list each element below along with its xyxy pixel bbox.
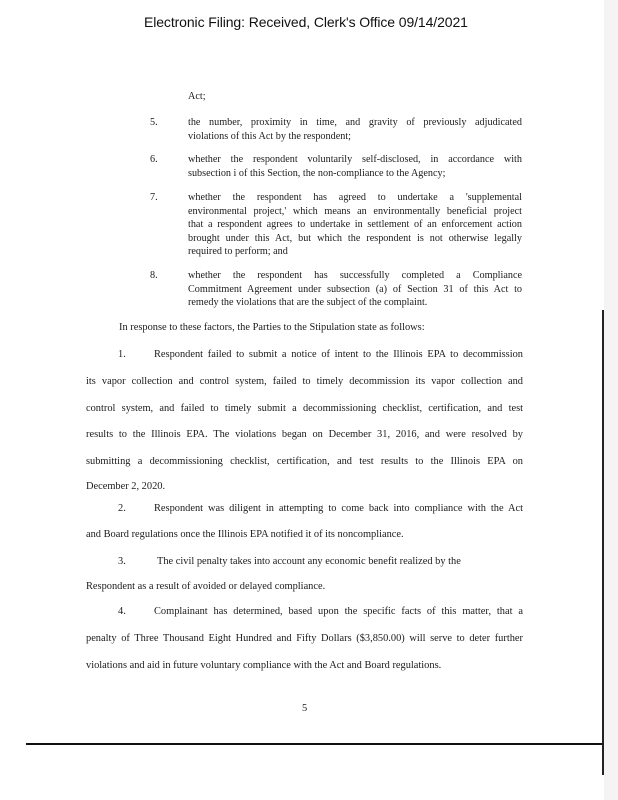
- intro-sentence: In response to these factors, the Parties to the Stipulation state as follows:: [119, 322, 425, 333]
- list-item-line: that a respondent agrees to undertake in settlement of an enforcement action: [188, 219, 522, 231]
- list-item-line: whether the respondent has agreed to undertake a 'supplemental: [188, 192, 522, 203]
- list-item-number: 8.: [150, 270, 158, 281]
- page-number: 5: [302, 703, 308, 714]
- list-item-line: Commitment Agreement under subsection (a) of Section 31 of this Act to: [188, 283, 522, 295]
- paragraph-line: The civil penalty takes into account any economic benefit realized by the: [157, 556, 461, 567]
- paragraph-line: results to the Illinois EPA. The violations began on December 31, 2016, and were resolved by: [86, 429, 523, 440]
- list-item-number: 5.: [150, 117, 158, 128]
- paragraph-number: 4.: [118, 606, 126, 617]
- paragraph-line: submitting a decommissioning checklist, certification, and test results to the Illinois EPA on: [86, 456, 523, 467]
- filing-stamp: Electronic Filing: Received, Clerk's Office 09/14/2021: [144, 14, 468, 30]
- list-item-text: [188, 116, 522, 143]
- scan-edge-shading: [604, 0, 618, 800]
- list-item-text: [188, 269, 522, 310]
- paragraph-line: Complainant has determined, based upon the specific facts of this matter, that a: [154, 606, 523, 617]
- list-item-number: 7.: [150, 192, 158, 203]
- list-item-line: whether the respondent has successfully completed a Compliance: [188, 270, 522, 281]
- list-item-line: required to perform; and: [188, 246, 288, 258]
- list-item-line: whether the respondent voluntarily self-disclosed, in accordance with: [188, 154, 522, 165]
- paragraph-line: and Board regulations once the Illinois EPA notified it of its noncompliance.: [86, 529, 404, 540]
- bottom-rule: [26, 743, 604, 745]
- paragraph-number: 3.: [118, 556, 126, 567]
- list-item-text: [188, 191, 522, 259]
- list-item-line: subsection i of this Section, the non-compliance to the Agency;: [188, 167, 446, 179]
- paragraph-line: control system, and failed to timely submit a decommissioning checklist, certification, and test: [86, 403, 523, 414]
- paragraph-line: violations and aid in future voluntary compliance with the Act and Board regulations.: [86, 660, 442, 671]
- paragraph-line: Respondent failed to submit a notice of intent to the Illinois EPA to decommission: [154, 349, 523, 360]
- list-item-text: [188, 153, 522, 180]
- list-item-line: violations of this Act by the respondent;: [188, 130, 351, 142]
- paragraph-number: 1.: [118, 349, 126, 360]
- paragraph-line: December 2, 2020.: [86, 481, 166, 492]
- paragraph-line: Respondent as a result of avoided or delayed compliance.: [86, 581, 326, 592]
- right-margin-bar: [602, 310, 604, 775]
- paragraph-line: Respondent was diligent in attempting to come back into compliance with the Act: [154, 503, 523, 514]
- list-item-line: environmental project,' which means an environmentally beneficial project: [188, 205, 522, 217]
- list-item-line: brought under this Act, but which the respondent is not otherwise legally: [188, 232, 522, 244]
- paragraph-number: 2.: [118, 503, 126, 514]
- paragraph-line: its vapor collection and control system, failed to timely decommission its vapor collection and: [86, 376, 523, 387]
- list-item-line: remedy the violations that are the subject of the complaint.: [188, 297, 428, 309]
- list-item-line: the number, proximity in time, and gravity of previously adjudicated: [188, 117, 522, 128]
- paragraph-line: penalty of Three Thousand Eight Hundred and Fifty Dollars ($3,850.00) will serve to deter further: [86, 633, 523, 644]
- list-continuation-text: Act;: [188, 91, 206, 102]
- list-item-number: 6.: [150, 154, 158, 165]
